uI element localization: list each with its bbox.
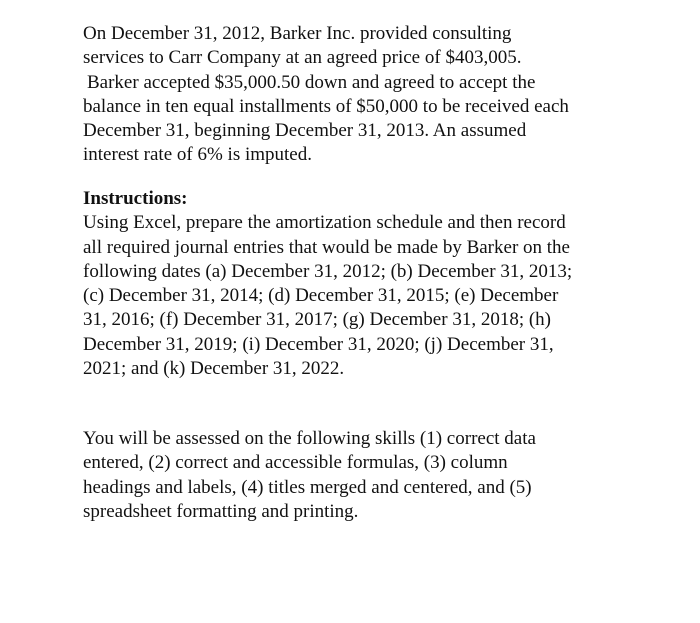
assessment-line: spreadsheet formatting and printing. [83, 500, 359, 522]
instructions-line: 31, 2016; (f) December 31, 2017; (g) December 31, 2018; (h) [83, 309, 551, 331]
instructions-line: December 31, 2019; (i) December 31, 2020; (j) December 31, [83, 333, 554, 355]
instructions-line: all required journal entries that would be made by Barker on the [83, 236, 570, 258]
problem-line: balance in ten equal installments of $50,000 to be received each [83, 95, 569, 117]
problem-line: On December 31, 2012, Barker Inc. provided consulting [83, 23, 512, 44]
assessment-line: entered, (2) correct and accessible formulas, (3) column [83, 452, 508, 474]
problem-line: December 31, beginning December 31, 2013. An assumed [83, 120, 527, 142]
assessment-line: headings and labels, (4) titles merged and centered, and (5) [83, 476, 532, 498]
instructions-line: 2021; and (k) December 31, 2022. [83, 358, 345, 380]
instructions-line: following dates (a) December 31, 2012; (b) December 31, 2013; [83, 260, 573, 282]
assessment-paragraph [83, 427, 643, 524]
instructions-line: Using Excel, prepare the amortization schedule and then record [83, 212, 566, 234]
instructions-heading: Instructions: [83, 188, 188, 209]
instructions-section [83, 187, 643, 381]
problem-paragraph [83, 22, 643, 168]
assessment-line: You will be assessed on the following skills (1) correct data [83, 428, 536, 449]
instructions-line: (c) December 31, 2014; (d) December 31, 2015; (e) December [83, 285, 559, 307]
problem-line: interest rate of 6% is imputed. [83, 144, 312, 166]
problem-line: services to Carr Company at an agreed price of $403,005. [83, 47, 522, 69]
problem-line: Barker accepted $35,000.50 down and agreed to accept the [87, 71, 536, 93]
